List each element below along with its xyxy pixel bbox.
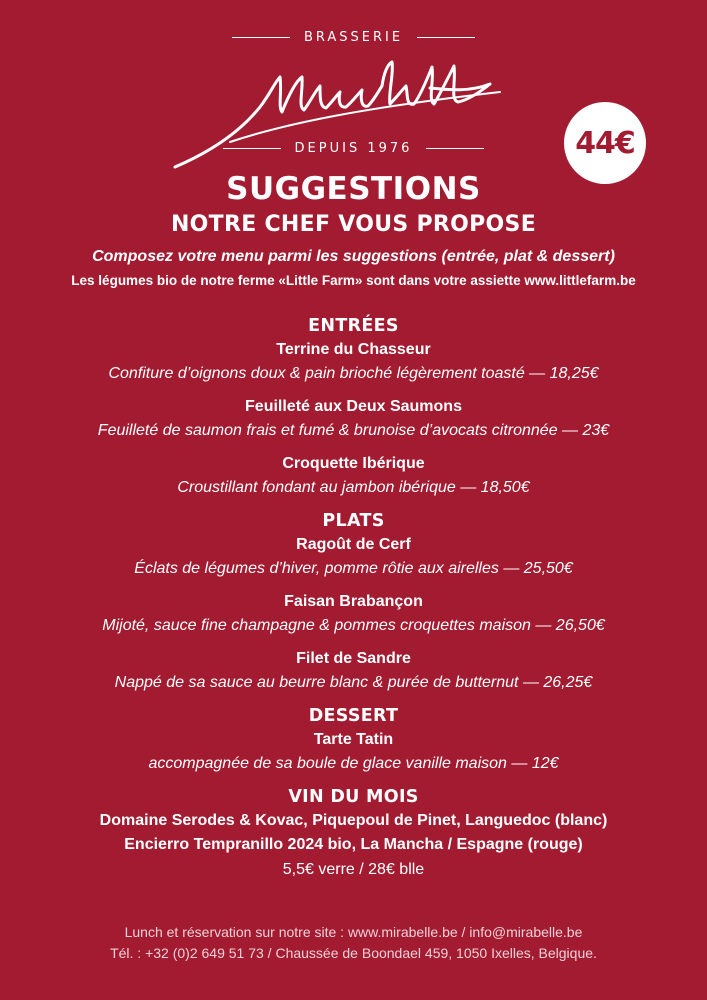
menu-price-badge: 44€	[564, 102, 646, 184]
dish-description: Éclats de légumes d’hiver, pomme rôtie aux airelles — 25,50€	[134, 560, 573, 577]
section-title-entrees: ENTRÉES	[308, 316, 399, 336]
dish-name: Terrine du Chasseur	[276, 341, 431, 358]
dish-description: Nappé de sa sauce au beurre blanc & purée de butternut — 26,25€	[114, 674, 593, 691]
dish-name: Croquette Ibérique	[282, 455, 425, 472]
section-title-vin: VIN DU MOIS	[288, 787, 419, 807]
divider	[417, 37, 475, 39]
divider	[426, 148, 484, 150]
wine-line: Domaine Serodes & Kovac, Piquepoul de Pinet, Languedoc (blanc)	[99, 812, 608, 829]
footer-contact: Lunch et réservation sur notre site : www.mirabelle.be / info@mirabelle.be	[124, 924, 583, 940]
since-text: DEPUIS 1976	[294, 141, 413, 156]
brand-header	[0, 30, 707, 45]
dish-name: Faisan Brabançon	[284, 593, 423, 610]
footer-address: Tél. : +32 (0)2 649 51 73 / Chaussée de Boondael 459, 1050 Ixelles, Belgique.	[110, 945, 597, 961]
dish-description: Mijoté, sauce fine champagne & pommes croquettes maison — 26,50€	[102, 617, 605, 634]
bio-note: Les légumes bio de notre ferme «Little Farm» sont dans votre assiette www.littlefarm.be	[71, 273, 636, 288]
section-title-plats: PLATS	[322, 511, 385, 531]
footer	[0, 922, 707, 964]
dish-description: Confiture d’oignons doux & pain brioché légèrement toasté — 18,25€	[108, 365, 599, 382]
wine-line: Encierro Tempranillo 2024 bio, La Mancha / Espagne (rouge)	[124, 836, 583, 853]
wine-price: 5,5€ verre / 28€ blle	[282, 861, 425, 878]
dish-name: Feuilleté aux Deux Saumons	[245, 398, 462, 415]
dish-description: Croustillant fondant au jambon ibérique — 18,50€	[177, 479, 530, 496]
brand-brasserie: BRASSERIE	[303, 30, 404, 45]
intro-text: Composez votre menu parmi les suggestions (entrée, plat & dessert)	[92, 248, 615, 265]
dish-name: Filet de Sandre	[296, 650, 411, 667]
page-subtitle: NOTRE CHEF VOUS PROPOSE	[170, 212, 537, 237]
dish-name: Tarte Tatin	[313, 731, 394, 748]
menu-list	[0, 314, 707, 883]
section-title-dessert: DESSERT	[308, 706, 399, 726]
dish-name: Ragoût de Cerf	[296, 536, 411, 553]
dish-description: Feuilleté de saumon frais et fumé & brunoise d’avocats citronnée — 23€	[97, 422, 610, 439]
divider	[232, 37, 290, 39]
dish-description: accompagnée de sa boule de glace vanille maison — 12€	[148, 755, 559, 772]
page-title: SUGGESTIONS	[226, 171, 481, 207]
divider	[223, 148, 281, 150]
